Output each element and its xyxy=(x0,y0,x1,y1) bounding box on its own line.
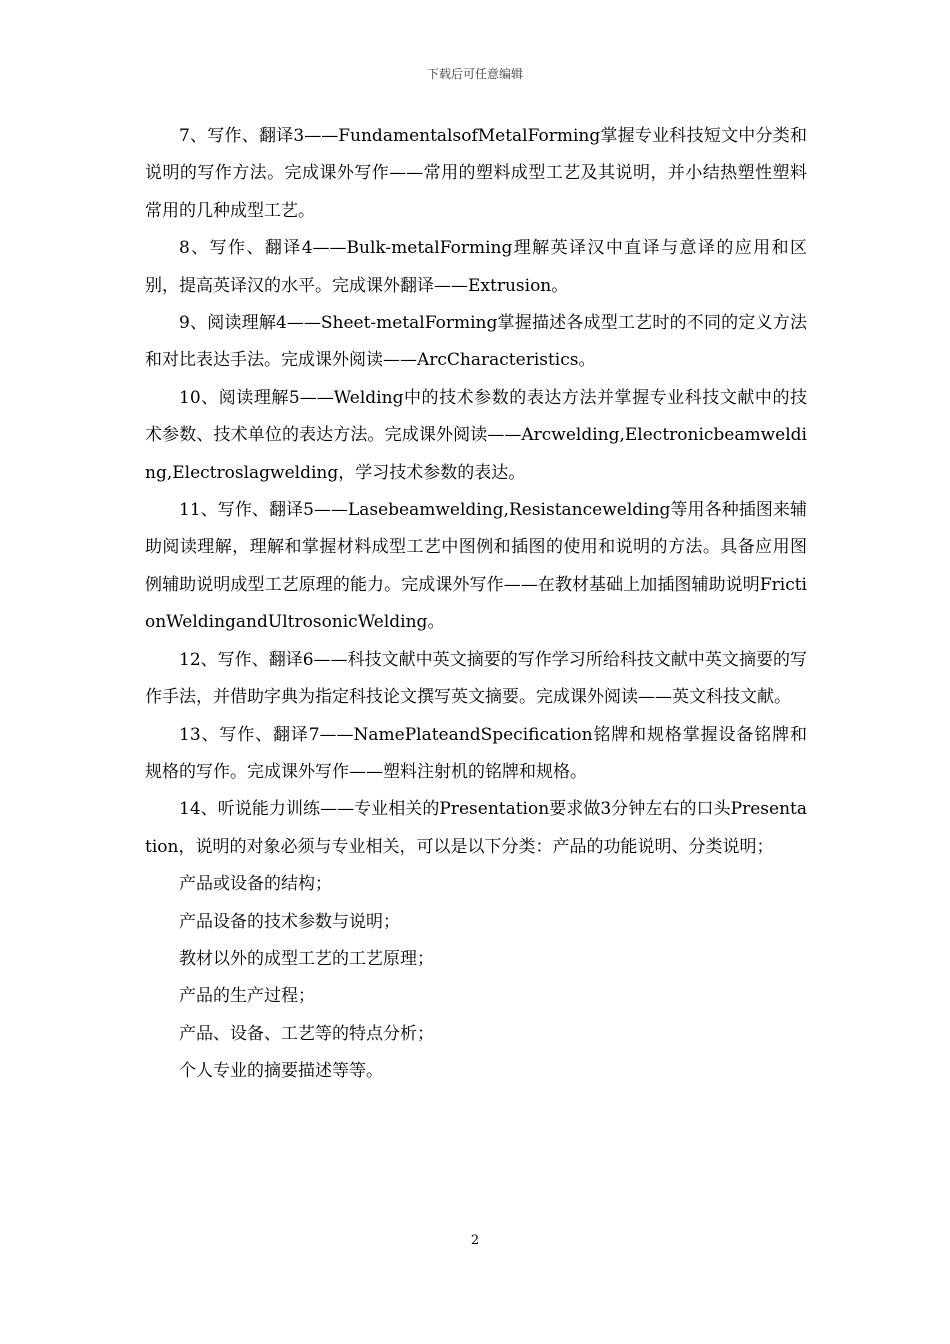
paragraph-item-9: 9、阅读理解4——Sheet-metalForming掌握描述各成型工艺时的不同的定义方法和对比表达手法。完成课外阅读——ArcCharacteristics。 xyxy=(145,313,807,371)
paragraph-item-8: 8、写作、翻译4——Bulk-metalForming理解英译汉中直译与意译的应用和区别，提高英译汉的水平。完成课外翻译——Extrusion。 xyxy=(145,238,807,296)
paragraph-item-10: 10、阅读理解5——Welding中的技术参数的表达方法并掌握专业科技文献中的技术参数、技术单位的表达方法。完成课外阅读——Arcwelding,Electronicbeamwelding,Electroslagwelding，学习技术参数的表达。 xyxy=(145,387,807,483)
list-item: 产品的生产过程； xyxy=(179,986,315,1007)
page-header: 下载后可任意编辑 xyxy=(426,67,523,81)
list-item: 个人专业的摘要描述等等。 xyxy=(179,1061,383,1082)
paragraph-item-13: 13、写作、翻译7——NamePlateandSpecification铭牌和规格掌握设备铭牌和规格的写作。完成课外写作——塑料注射机的铭牌和规格。 xyxy=(145,724,807,782)
document-body xyxy=(145,118,807,1091)
page-number: 2 xyxy=(470,1233,480,1248)
list-item: 产品或设备的结构； xyxy=(179,874,332,895)
list-item: 产品、设备、工艺等的特点分析； xyxy=(179,1023,434,1044)
list-item: 产品设备的技术参数与说明； xyxy=(179,911,400,932)
paragraph-item-7: 7、写作、翻译3——FundamentalsofMetalForming掌握专业科技短文中分类和说明的写作方法。完成课外写作——常用的塑料成型工艺及其说明，并小结热塑性塑料常用的几种成型工艺。 xyxy=(145,126,807,221)
paragraph-item-11: 11、写作、翻译5——Lasebeamwelding,Resistancewelding等用各种插图来辅助阅读理解，理解和掌握材料成型工艺中图例和插图的使用和说明的方法。具备应用图例辅助说明成型工艺原理的能力。完成课外写作——在教材基础上加插图辅助说明FrictionWeldingandUltrosonicWelding。 xyxy=(145,500,807,633)
paragraph-item-12: 12、写作、翻译6——科技文献中英文摘要的写作学习所给科技文献中英文摘要的写作手法，并借助字典为指定科技论文撰写英文摘要。完成课外阅读——英文科技文献。 xyxy=(145,649,807,708)
paragraph-item-14: 14、听说能力训练——专业相关的Presentation要求做3分钟左右的口头Presentation，说明的对象必须与专业相关，可以是以下分类：产品的功能说明、分类说明； xyxy=(145,799,807,857)
list-item: 教材以外的成型工艺的工艺原理； xyxy=(179,948,434,969)
